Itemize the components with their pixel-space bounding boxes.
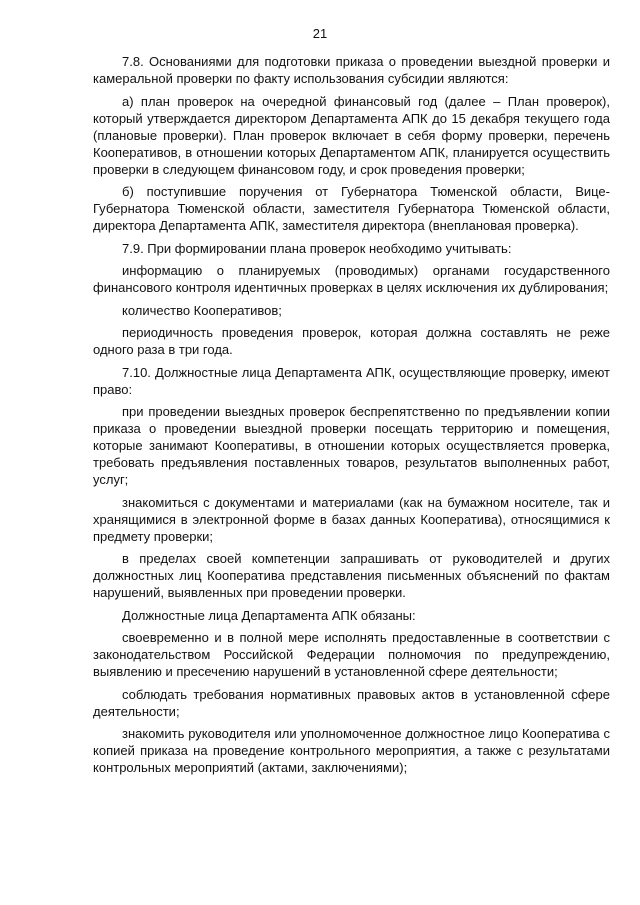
paragraph-obligation-3: знакомить руководителя или уполномоченное должностное лицо Кооператива с копией приказа на проведение контрольного мероприятия, а также с результатами контрольных мероприятий (актами, заключениями); (93, 726, 610, 775)
paragraph-7-8: 7.8. Основаниями для подготовки приказа о проведении выездной проверки и камеральной проверки по факту использования субсидии являются: (93, 54, 610, 86)
paragraph-7-10-item-2: знакомиться с документами и материалами (как на бумажном носителе, так и хранящимися в электронной форме в базах данных Кооператива), относящимися к предмету проверки; (93, 494, 610, 544)
paragraph-7-8-a: а) план проверок на очередной финансовый год (далее – План проверок), который утверждается директором Департамента АПК до 15 декабря текущего года (плановые проверки). План проверок включает в себя форму проверки, перечень Кооперативов, в отношении которых Департаментом АПК, планируется осуществить проверки в следующем финансовом году, и срок проведения проверки; (93, 93, 610, 177)
paragraph-7-10-item-1: при проведении выездных проверок беспрепятственно по предъявлении копии приказа о проведении выездной проверки посещать территорию и помещения, которые занимают Кооперативы, в отношении которых осуществляется проверка, требовать предъявления поставленных товаров, результатов выполненных работ, услуг; (93, 404, 610, 487)
paragraph-7-10-item-3: в пределах своей компетенции запрашивать от руководителей и других должностных лиц Кооператива представления письменных объяснений по фактам нарушений, выявленных при проведении проверки. (93, 551, 610, 600)
paragraph-7-9-item-2: количество Кооперативов; (122, 302, 282, 318)
document-body (93, 53, 610, 776)
paragraph-7-10: 7.10. Должностные лица Департамента АПК, осуществляющие проверку, имеют право: (93, 364, 610, 397)
paragraph-obligation-2: соблюдать требования нормативных правовых актов в установленной сфере деятельности; (93, 686, 610, 719)
paragraph-obligations-heading: Должностные лица Департамента АПК обязаны: (122, 607, 416, 623)
page-number: 21 (312, 26, 328, 41)
paragraph-7-9: 7.9. При формировании плана проверок необходимо учитывать: (122, 240, 512, 256)
paragraph-7-8-b: б) поступившие поручения от Губернатора Тюменской области, Вице-Губернатора Тюменской области, заместителя Губернатора Тюменской области, директора Департамента АПК, заместителя директора (внеплановая проверка). (93, 184, 610, 233)
paragraph-7-9-item-1: информацию о планируемых (проводимых) органами государственного финансового контроля идентичных проверках в целях исключения их дублирования; (93, 263, 610, 295)
paragraph-obligation-1: своевременно и в полной мере исполнять предоставленные в соответствии с законодательством Российской Федерации полномочия по предупреждению, выявлению и пресечению нарушений в установленной сфере деятельности; (93, 630, 610, 679)
paragraph-7-9-item-3: периодичность проведения проверок, которая должна составлять не реже одного раза в три года. (93, 325, 610, 357)
